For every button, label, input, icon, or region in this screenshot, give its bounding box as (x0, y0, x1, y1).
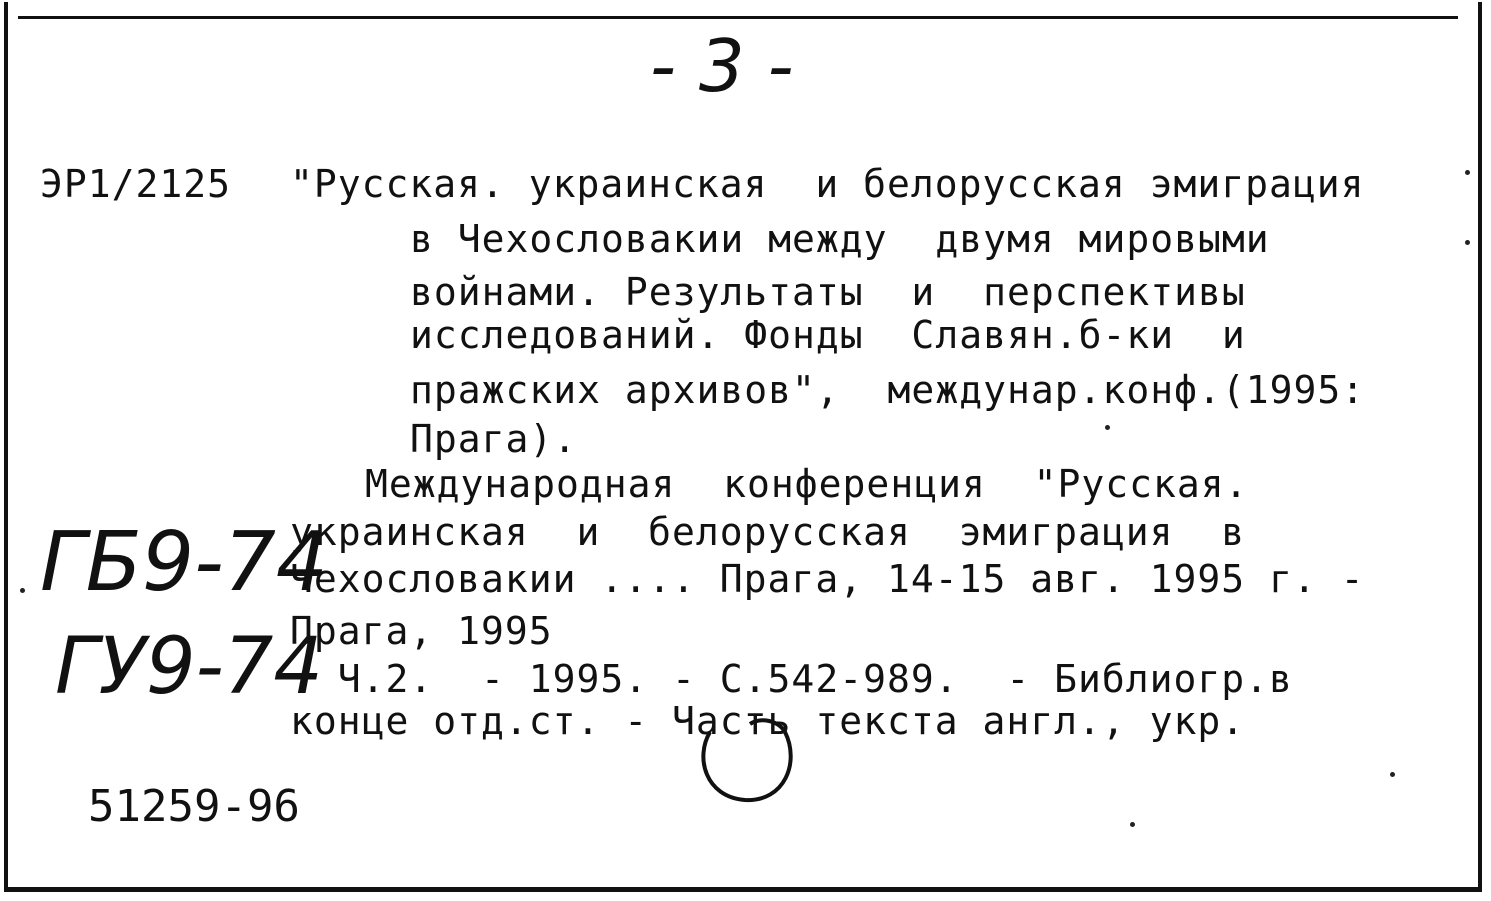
body-line-5: Ч.2. - 1995. - С.542-989. - Библиогр.в (290, 657, 1293, 701)
top-rule (18, 16, 1458, 19)
title-line-3: войнами. Результаты и перспективы (410, 270, 1246, 314)
hand-drawn-circle (690, 712, 810, 812)
page-number: - 3 - (650, 24, 794, 108)
title-line-1: "Русская. украинская и белорусская эмиграция (290, 162, 1365, 206)
title-line-5: пражских архивов", междунар.конф.(1995: (410, 368, 1366, 412)
title-line-2: в Чехословакии между двумя мировыми (410, 217, 1270, 261)
body-line-1: Международная конференция "Русская. (365, 462, 1249, 506)
speck (1105, 425, 1110, 430)
title-line-4: исследований. Фонды Славян.б-ки и (410, 313, 1246, 357)
speck (20, 588, 25, 593)
title-line-6: Прага). (410, 417, 578, 461)
shelfmark: ЭР1/2125 (40, 162, 232, 206)
speck (1390, 772, 1395, 777)
body-line-6: конце отд.ст. - Часть текста англ., укр. (290, 699, 1246, 743)
body-line-3: Чехословакии .... Прага, 14-15 авг. 1995 г. - (290, 557, 1365, 601)
speck (1465, 240, 1470, 245)
speck (1130, 822, 1135, 827)
handwritten-code-1: ГБ9-74 (40, 515, 329, 610)
speck (1465, 170, 1470, 175)
handwritten-code-2: ГУ9-74 (55, 622, 324, 712)
body-line-4: Прага, 1995 (290, 609, 553, 653)
accession-number: 51259-96 (88, 781, 300, 832)
body-line-2: украинская и белорусская эмиграция в (290, 510, 1246, 554)
